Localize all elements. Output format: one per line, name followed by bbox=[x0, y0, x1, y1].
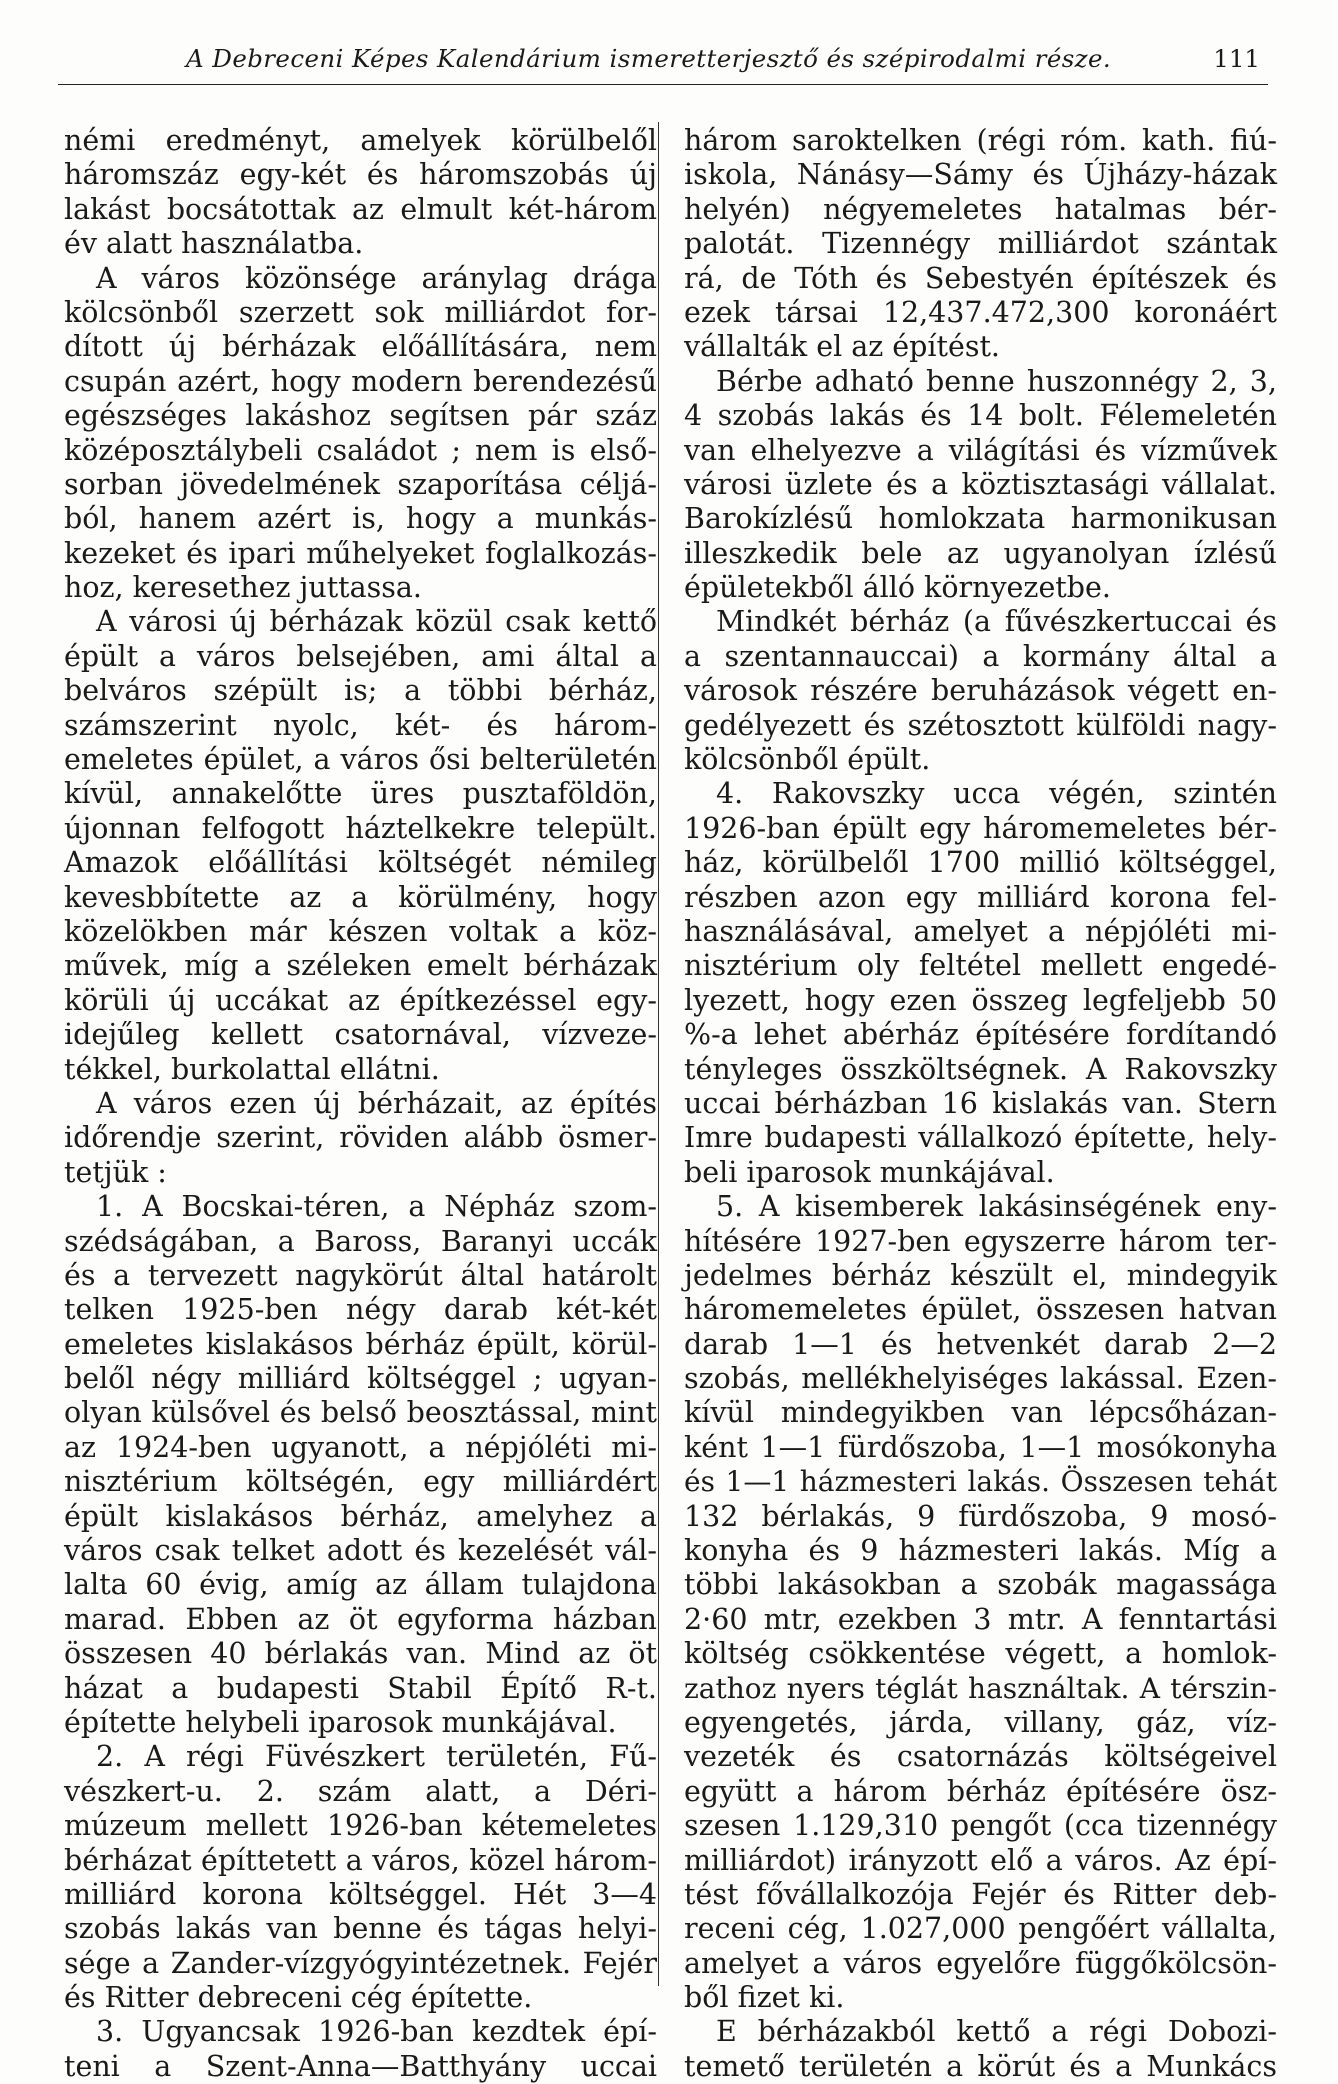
text-line: és a tervezett nagykörút által határolt bbox=[64, 1258, 657, 1292]
text-line: amelyet a város egyelőre függőkölcsön- bbox=[684, 1946, 1277, 1980]
text-line: Mindkét bérház (a fűvészkertuccai és bbox=[716, 605, 1277, 639]
text-line: házat a budapesti Stabil Építő R-t. bbox=[64, 1671, 657, 1705]
text-line: a szentannauccai) a kormány által a bbox=[684, 639, 1277, 673]
text-line: zathoz nyers téglát használtak. A térszin- bbox=[684, 1671, 1277, 1705]
text-line: épületekből álló környezetbe. bbox=[684, 571, 1111, 605]
text-line: lakást bocsátottak az elmult két-három bbox=[64, 192, 657, 226]
text-line: dított új bérházak előállítására, nem bbox=[64, 330, 657, 364]
text-line: %-a lehet abérház építésére fordítandó bbox=[684, 1018, 1277, 1052]
text-line: vészkert-u. 2. szám alatt, a Déri- bbox=[64, 1774, 657, 1808]
text-line: 2·60 mtr, ezekben 3 mtr. A fenntartási bbox=[684, 1602, 1277, 1636]
text-line: szesen 1.129,310 pengőt (cca tizennégy bbox=[684, 1809, 1277, 1843]
text-line: vezeték és csatornázás költségeivel bbox=[684, 1740, 1277, 1774]
text-line: építette helybeli iparosok munkájával. bbox=[64, 1705, 617, 1739]
text-line: gedélyezett és szétosztott külföldi nagy- bbox=[684, 708, 1277, 742]
text-line: az 1924-ben ugyanott, a népjóléti mi- bbox=[64, 1430, 657, 1464]
text-line: költség csökkentése végett, a homlok- bbox=[684, 1637, 1277, 1671]
text-line: időrendje szerint, röviden alább ösmer- bbox=[64, 1121, 657, 1155]
text-line: jedelmes bérház készült el, mindegyik bbox=[684, 1258, 1277, 1292]
text-line: iskola, Nánásy—Sámy és Újházy-házak bbox=[684, 158, 1277, 192]
text-line: emeletes kislakásos bérház épült, körül- bbox=[64, 1327, 657, 1361]
text-line: A városi új bérházak közül csak kettő bbox=[96, 605, 657, 639]
text-line: ház, körülbelől 1700 millió költséggel, bbox=[684, 846, 1277, 880]
text-line: E bérházakból kettő a régi Dobozi- bbox=[716, 2015, 1277, 2049]
text-line: ból, hanem azért is, hogy a munkás- bbox=[64, 502, 657, 536]
text-line: bérházat építtetett a város, közel három- bbox=[64, 1843, 657, 1877]
text-line: összesen 40 bérlakás van. Mind az öt bbox=[64, 1637, 657, 1671]
text-line: vállalták el az építést. bbox=[684, 330, 1000, 364]
text-line: tékkel, burkolattal ellátni. bbox=[64, 1052, 440, 1086]
text-line: középosztálybeli családot ; nem is első- bbox=[64, 433, 657, 467]
text-line: 4. Rakovszky ucca végén, szintén bbox=[716, 777, 1277, 811]
text-line: művek, míg a széleken emelt bérházak bbox=[64, 949, 657, 983]
text-line: ből fizet ki. bbox=[684, 1981, 845, 2015]
text-line: sége a Zander-vízgyógyintézetnek. Fejér bbox=[64, 1946, 657, 1980]
text-line: kevesbbítette az a körülmény, hogy bbox=[64, 880, 657, 914]
text-line: szédságában, a Baross, Baranyi uccák bbox=[64, 1224, 657, 1258]
text-line: Barokízlésű homlokzata harmonikusan bbox=[684, 502, 1277, 536]
text-line: tényleges összköltségnek. A Rakovszky bbox=[684, 1052, 1277, 1086]
text-line: van elhelyezve a világítási és vízművek bbox=[684, 433, 1277, 467]
text-line: sorban jövedelmének szaporítása céljá- bbox=[64, 467, 657, 501]
text-line: némi eredményt, amelyek körülbelől bbox=[64, 124, 657, 157]
text-line: milliárdot) irányzott elő a város. Az épí- bbox=[684, 1843, 1277, 1877]
running-header bbox=[58, 38, 1268, 85]
text-line: A város közönsége aránylag drága bbox=[96, 261, 657, 295]
text-line: hítésére 1927-ben egyszerre három ter- bbox=[684, 1224, 1277, 1258]
text-line: többi lakásokban a szobák magassága bbox=[684, 1568, 1277, 1602]
text-line: 1. A Bocskai-téren, a Népház szom- bbox=[96, 1190, 657, 1224]
text-line: egyengetés, járda, villany, gáz, víz- bbox=[684, 1705, 1277, 1739]
text-line: szobás, mellékhelyiséges lakással. Ezen- bbox=[684, 1362, 1277, 1396]
text-line: közelökben már készen voltak a köz- bbox=[64, 914, 657, 948]
text-line: év alatt használatba. bbox=[64, 227, 364, 261]
text-line: marad. Ebben az öt egyforma házban bbox=[64, 1602, 657, 1636]
text-line: milliárd korona költséggel. Hét 3—4 bbox=[64, 1877, 657, 1911]
text-line: és Ritter debreceni cég építette. bbox=[64, 1981, 533, 2015]
text-line: lalta 60 évig, amíg az állam tulajdona bbox=[64, 1568, 657, 1602]
text-line: nisztérium költségén, egy milliárdért bbox=[64, 1465, 657, 1499]
text-line: háromemeletes épület, összesen hatvan bbox=[684, 1293, 1277, 1327]
text-line: épült kislakásos bérház, amelyhez a bbox=[64, 1499, 657, 1533]
text-line: belől négy milliárd költséggel ; ugyan- bbox=[64, 1362, 657, 1396]
text-line: Bérbe adható benne huszonnégy 2, 3, bbox=[716, 364, 1277, 398]
text-line: kívül mindegyikben van lépcsőházan- bbox=[684, 1396, 1277, 1430]
text-line: nisztérium oly feltétel mellett engedé- bbox=[684, 949, 1277, 983]
text-line: tést fővállalkozója Fejér és Ritter deb- bbox=[684, 1877, 1277, 1911]
text-line: Amazok előállítási költségét némileg bbox=[64, 846, 657, 880]
column-divider bbox=[658, 122, 659, 1986]
text-line: tetjük : bbox=[64, 1155, 167, 1189]
text-line: idejűleg kellett csatornával, vízveze- bbox=[64, 1018, 657, 1052]
text-line: 5. A kisemberek lakásinségének eny- bbox=[716, 1190, 1277, 1224]
text-line: használásával, amelyet a népjóléti mi- bbox=[684, 914, 1277, 948]
text-line: szobás lakás van benne és tágas helyi- bbox=[64, 1912, 657, 1946]
text-line: három saroktelken (régi róm. kath. fiú- bbox=[684, 124, 1277, 157]
running-title: A Debreceni Képes Kalendárium ismeretterjesztő és szépirodalmi része. bbox=[186, 44, 1112, 73]
text-line: kívül, annakelőtte üres pusztaföldön, bbox=[64, 777, 657, 811]
text-line: számszerint nyolc, két- és három- bbox=[64, 708, 657, 742]
text-line: múzeum mellett 1926-ban kétemeletes bbox=[64, 1809, 657, 1843]
text-line: palotát. Tizennégy milliárdot szántak bbox=[684, 227, 1277, 261]
text-line: egészséges lakáshoz segítsen pár száz bbox=[64, 399, 657, 433]
text-line: konyha és 9 házmesteri lakás. Míg a bbox=[684, 1534, 1277, 1568]
text-line: receni cég, 1.027,000 pengőért vállalta, bbox=[684, 1912, 1277, 1946]
text-line: és 1—1 házmesteri lakás. Összesen tehát bbox=[684, 1465, 1277, 1499]
text-line: épült a város belsejében, ami által a bbox=[64, 639, 657, 673]
text-line: temető területén a körút és a Munkács bbox=[684, 2049, 1277, 2083]
text-line: belváros szépült is; a többi bérház, bbox=[64, 674, 657, 708]
page-number: 111 bbox=[1213, 44, 1260, 73]
text-line: beli iparosok munkájával. bbox=[684, 1155, 1055, 1189]
text-line: kölcsönből szerzett sok milliárdot for- bbox=[64, 295, 657, 329]
text-line: körüli új uccákat az építkezéssel egy- bbox=[64, 983, 657, 1017]
text-line: újonnan felfogott háztelkekre települt. bbox=[64, 811, 657, 845]
text-line: rá, de Tóth és Sebestyén építészek és bbox=[684, 261, 1277, 295]
text-line: részben azon egy milliárd korona fel- bbox=[684, 880, 1277, 914]
text-line: 3. Ugyancsak 1926-ban kezdtek épí- bbox=[96, 2015, 657, 2049]
text-line: csupán azért, hogy modern berendezésű bbox=[64, 364, 657, 398]
text-line: hoz, keresethez juttassa. bbox=[64, 571, 422, 605]
text-line: 4 szobás lakás és 14 bolt. Félemeletén bbox=[684, 399, 1277, 433]
text-line: ezek társai 12,437.472,300 koronáért bbox=[684, 295, 1277, 329]
right-column bbox=[684, 124, 1277, 2084]
text-line: darab 1—1 és hetvenkét darab 2—2 bbox=[684, 1327, 1277, 1361]
text-line: kezeket és ipari műhelyeket foglalkozás- bbox=[64, 536, 657, 570]
text-line: város csak telket adott és kezelését vál- bbox=[64, 1534, 657, 1568]
text-line: uccai bérházban 16 kislakás van. Stern bbox=[684, 1086, 1277, 1120]
text-line: együtt a három bérház építésére ösz- bbox=[684, 1774, 1277, 1808]
text-line: emeletes épület, a város ősi belterületén bbox=[64, 743, 657, 777]
text-line: ként 1—1 fürdőszoba, 1—1 mosókonyha bbox=[684, 1430, 1277, 1464]
text-line: A város ezen új bérházait, az építés bbox=[96, 1086, 657, 1120]
text-line: városi üzlete és a köztisztasági vállalat. bbox=[684, 467, 1277, 501]
left-column bbox=[64, 124, 657, 2084]
text-line: lyezett, hogy ezen összeg legfeljebb 50 bbox=[684, 983, 1277, 1017]
text-line: Imre budapesti vállalkozó építette, hely- bbox=[684, 1121, 1277, 1155]
text-line: 132 bérlakás, 9 fürdőszoba, 9 mosó- bbox=[684, 1499, 1277, 1533]
text-line: helyén) négyemeletes hatalmas bér- bbox=[684, 192, 1277, 226]
text-line: illeszkedik bele az ugyanolyan ízlésű bbox=[684, 536, 1277, 570]
text-line: háromszáz egy-két és háromszobás új bbox=[64, 158, 657, 192]
text-line: városok részére beruházások végett en- bbox=[684, 674, 1277, 708]
text-line: kölcsönből épült. bbox=[684, 743, 931, 777]
text-line: telken 1925-ben négy darab két-két bbox=[64, 1293, 657, 1327]
text-line: 1926-ban épült egy háromemeletes bér- bbox=[684, 811, 1277, 845]
text-line: olyan külsővel és belső beosztással, mint bbox=[64, 1396, 657, 1430]
text-line: teni a Szent-Anna—Batthyány uccai bbox=[64, 2049, 657, 2083]
text-line: 2. A régi Füvészkert területén, Fű- bbox=[96, 1740, 657, 1774]
